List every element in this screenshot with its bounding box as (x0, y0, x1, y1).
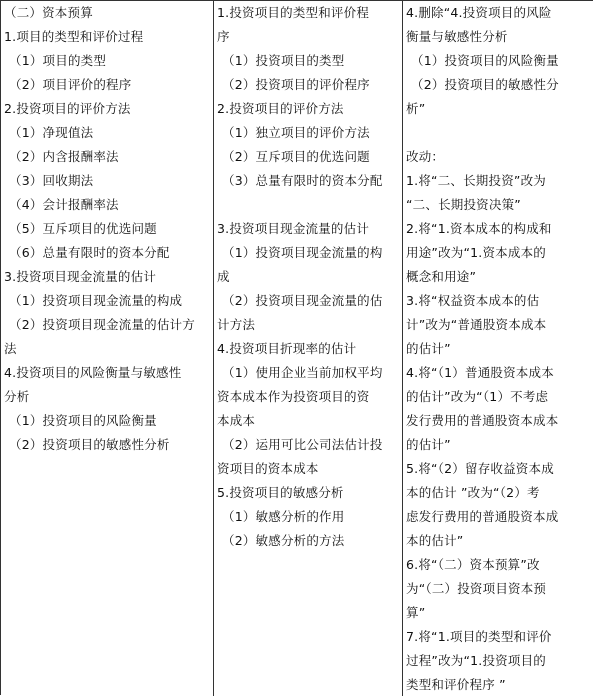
text-line: 6.将“（二）资本预算”改 (406, 557, 540, 572)
text-line: 本成本 (217, 413, 256, 428)
text-line: 用途”改为“1.资本成本的 (406, 245, 546, 260)
text-line: （6）总量有限时的资本分配 (9, 245, 170, 260)
text-line: （5）互斥项目的优选问题 (9, 221, 157, 236)
blank-line (403, 121, 593, 145)
table-column-changes (403, 1, 593, 696)
text-line: （1）投资项目的类型 (222, 53, 345, 68)
text-line: 4.投资项目折现率的估计 (217, 341, 357, 356)
text-line: 虑发行费用的普通股资本成 (406, 509, 559, 524)
text-line: （2）运用可比公司法估计投 (222, 437, 383, 452)
text-line: 发行费用的普通股资本成本 (406, 413, 559, 428)
text-line: （2）投资项目的评价程序 (222, 77, 370, 92)
text-line: （1）投资项目的风险衡量 (411, 53, 559, 68)
text-line: （2）投资项目现金流量的估 (222, 293, 383, 308)
text-line: 改动： (406, 149, 445, 164)
text-line: （1）投资项目现金流量的构 (222, 245, 383, 260)
text-line: 4.将“（1）普通股资本成本 (406, 365, 554, 380)
text-line: 4.投资项目的风险衡量与敏感性 (4, 365, 182, 380)
table-column-original (1, 1, 214, 696)
text-line: （3）总量有限时的资本分配 (222, 173, 383, 188)
text-line: 本的估计” (406, 533, 464, 548)
text-line: 5.将“（2）留存收益资本成 (406, 461, 554, 476)
text-line: 析” (406, 101, 426, 116)
text-line: 分析 (4, 389, 30, 404)
text-line: 2.投资项目的评价方法 (4, 101, 131, 116)
text-line: 1.将“二、长期投资”改为 (406, 173, 546, 188)
text-line: （2）投资项目现金流量的估计方 (9, 317, 195, 332)
text-line: 7.将“1.项目的类型和评价 (406, 629, 552, 644)
text-line: 3.投资项目现金流量的估计 (217, 221, 370, 236)
text-line: 资项目的资本成本 (217, 461, 319, 476)
text-line: （1）投资项目现金流量的构成 (9, 293, 183, 308)
table-column-revised (214, 1, 403, 696)
text-line: （1）投资项目的风险衡量 (9, 413, 157, 428)
text-line: （2）项目评价的程序 (9, 77, 132, 92)
text-line: 计”改为“普通股资本成本 (406, 317, 547, 332)
text-line: 3.投资项目现金流量的估计 (4, 269, 157, 284)
text-line: （2）投资项目的敏感性分析 (9, 437, 170, 452)
text-line: 资本成本作为投资项目的资 (217, 389, 370, 404)
text-line: 4.删除“4.投资项目的风险 (406, 5, 552, 20)
text-line: 过程”改为“1.投资项目的 (406, 653, 546, 668)
text-line: （4）会计报酬率法 (9, 197, 119, 212)
text-line: 3.将“权益资本成本的估 (406, 293, 540, 308)
text-line: 计方法 (217, 317, 256, 332)
text-line: “二、长期投资决策” (406, 197, 521, 212)
text-line: 算” (406, 605, 426, 620)
text-line: 的估计” (406, 437, 451, 452)
text-line: 概念和用途” (406, 269, 477, 284)
text-line: 的估计” (406, 341, 451, 356)
text-line: 1.项目的类型和评价过程 (4, 29, 144, 44)
text-line: （2）敏感分析的方法 (222, 533, 345, 548)
text-line: （1）使用企业当前加权平均 (222, 365, 383, 380)
text-line: 类型和评价程序 ” (406, 677, 506, 692)
text-line: （2）投资项目的敏感性分 (411, 77, 559, 92)
text-line: （2）内含报酬率法 (9, 149, 119, 164)
blank-line (214, 193, 402, 217)
text-line: 衡量与敏感性分析 (406, 29, 508, 44)
text-line: 2.将“1.资本成本的构成和 (406, 221, 552, 236)
text-line: 2.投资项目的评价方法 (217, 101, 344, 116)
text-line: （2）互斥项目的优选问题 (222, 149, 370, 164)
text-line: （3）回收期法 (9, 173, 94, 188)
text-line: 5.投资项目的敏感分析 (217, 485, 344, 500)
text-line: 成 (217, 269, 230, 284)
text-line: 本的估计 ”改为“（2）考 (406, 485, 540, 500)
text-line: （二）资本预算 (4, 5, 93, 20)
text-line: 的估计”改为“（1）不考虑 (406, 389, 549, 404)
text-line: 法 (4, 341, 17, 356)
text-line: 1.投资项目的类型和评价程 (217, 5, 370, 20)
text-line: 为“（二）投资项目资本预 (406, 581, 547, 596)
text-line: （1）净现值法 (9, 125, 94, 140)
text-line: （1）项目的类型 (9, 53, 107, 68)
text-line: （1）独立项目的评价方法 (222, 125, 370, 140)
text-line: 序 (217, 29, 230, 44)
text-line: （1）敏感分析的作用 (222, 509, 345, 524)
